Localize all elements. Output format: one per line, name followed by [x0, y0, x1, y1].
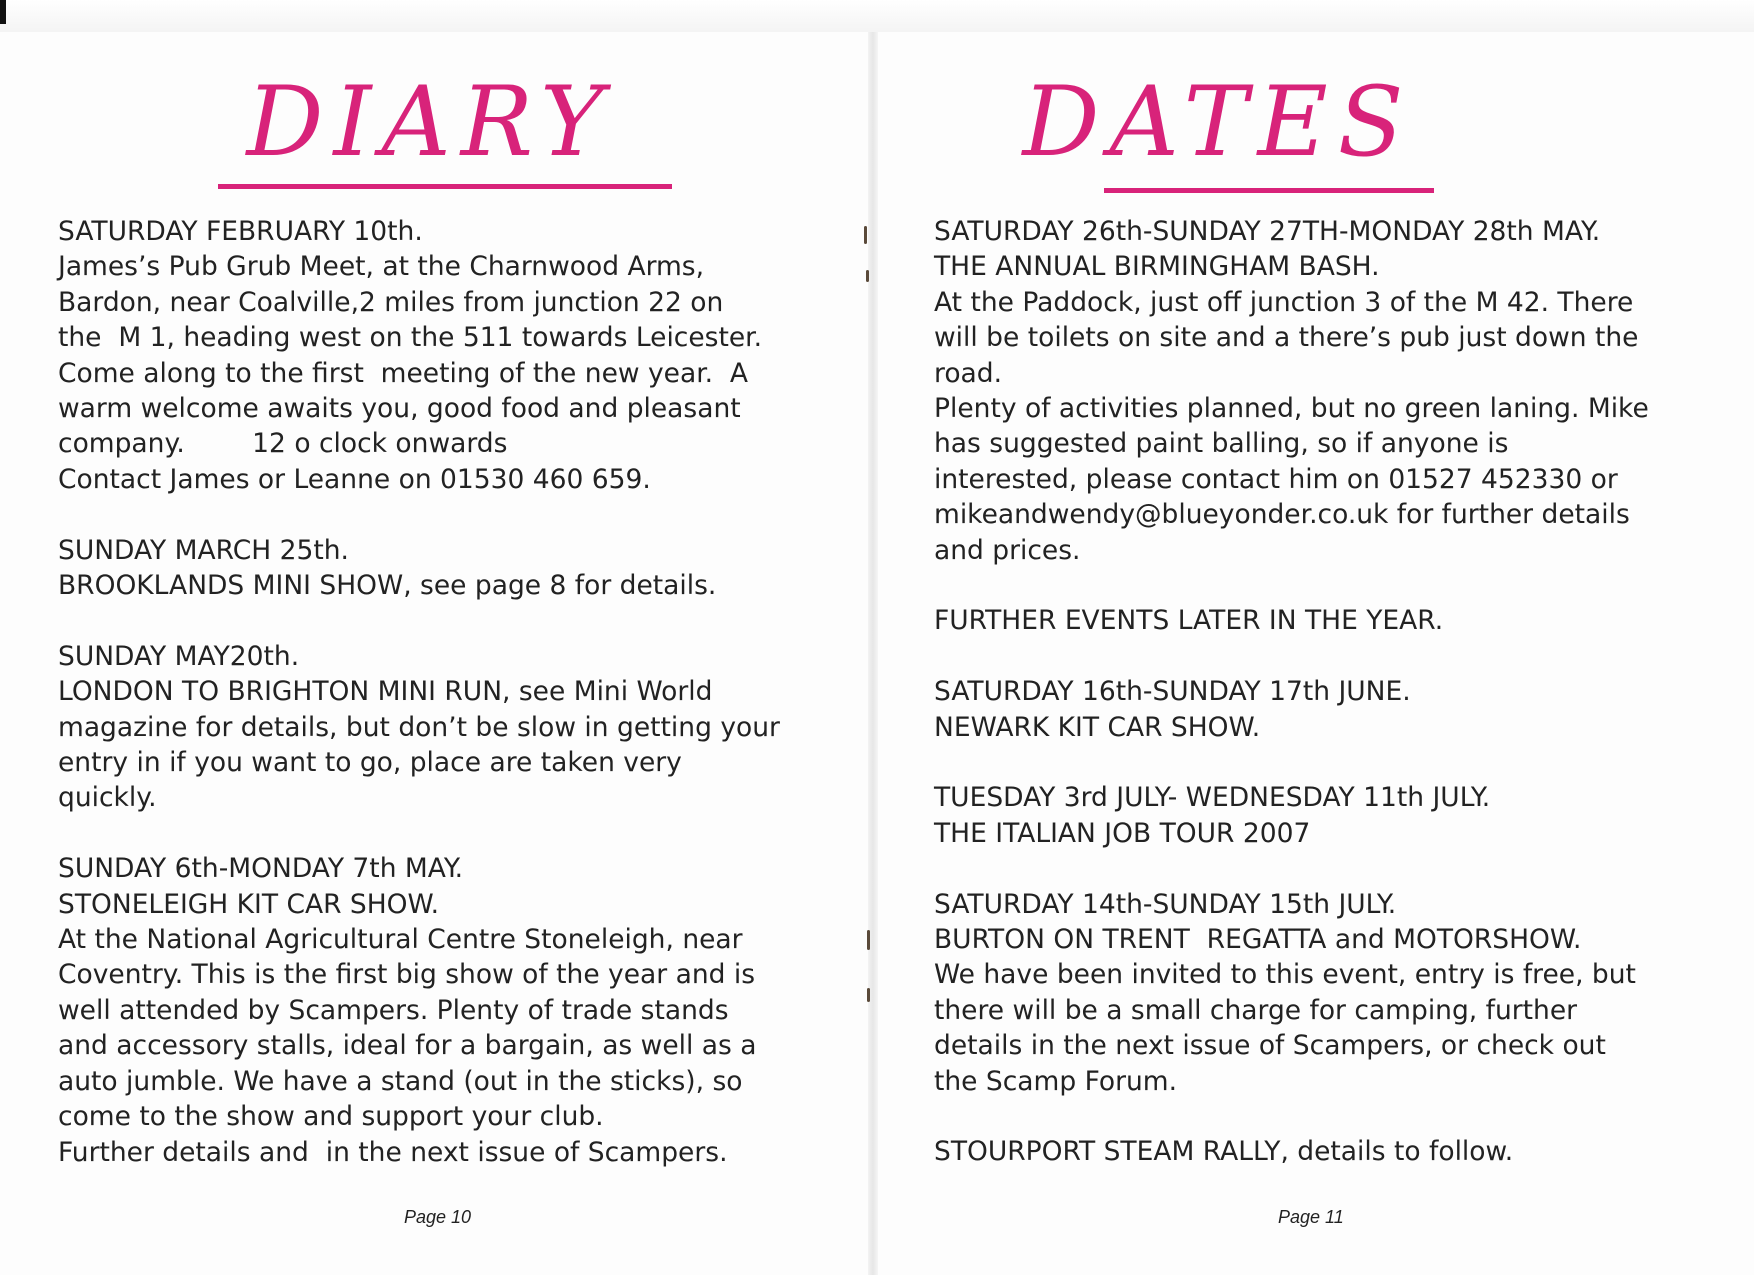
right-page-body [934, 214, 1734, 1170]
text-line: THE ANNUAL BIRMINGHAM BASH. [934, 251, 1380, 283]
text-line: the M 1, heading west on the 511 towards Leicester. [58, 322, 763, 354]
scan-corner-mark [0, 0, 6, 24]
text-line: Coventry. This is the first big show of the year and is [58, 959, 756, 991]
page-number-left: Page 10 [404, 1207, 472, 1227]
blank-line [934, 1099, 1734, 1134]
text-line: STOURPORT STEAM RALLY, details to follow. [934, 1136, 1514, 1168]
text-line: THE ITALIAN JOB TOUR 2007 [934, 817, 1311, 849]
text-line: BURTON ON TRENT REGATTA and MOTORSHOW. [934, 924, 1582, 956]
text-line: STONELEIGH KIT CAR SHOW. [58, 888, 440, 920]
text-line: SATURDAY FEBRUARY 10th. [58, 216, 423, 247]
blank-line [934, 745, 1734, 780]
text-line: Contact James or Leanne on 01530 460 659. [58, 463, 651, 495]
right-page [878, 32, 1754, 1275]
text-line: come to the show and support your club. [58, 1101, 604, 1133]
page-number-right: Page 11 [1278, 1207, 1344, 1227]
blank-line [934, 851, 1734, 886]
page-spine [868, 32, 878, 1275]
blank-line [934, 639, 1734, 674]
text-line: well attended by Scampers. Plenty of trade stands [58, 994, 729, 1026]
diary-heading: DIARY [246, 66, 614, 178]
text-line: interested, please contact him on 01527 452330 or [934, 463, 1618, 495]
text-line: road. [934, 357, 1003, 389]
dates-heading: DATES [1022, 66, 1414, 178]
text-line: SUNDAY MAY20th. [58, 640, 300, 672]
text-line: Further details and in the next issue of Scampers. [58, 1136, 728, 1168]
text-line: BROOKLANDS MINI SHOW, see page 8 for details. [58, 570, 717, 602]
text-line: At the National Agricultural Centre Stoneleigh, near [58, 924, 743, 956]
text-line: quickly. [58, 782, 157, 814]
blank-line [58, 603, 858, 638]
blank-line [58, 497, 858, 532]
text-line: has suggested paint balling, so if anyone is [934, 428, 1509, 460]
text-line: the Scamp Forum. [934, 1065, 1178, 1097]
blank-line [58, 816, 858, 851]
diary-heading-underline [218, 184, 672, 189]
text-line: SUNDAY MARCH 25th. [58, 534, 349, 566]
dates-heading-underline [1104, 188, 1434, 193]
text-line: TUESDAY 3rd JULY- WEDNESDAY 11th JULY. [934, 782, 1491, 814]
left-page [0, 32, 868, 1275]
text-line: magazine for details, but don’t be slow in getting your [58, 711, 780, 743]
text-line: FURTHER EVENTS LATER IN THE YEAR. [934, 605, 1444, 637]
text-line: LONDON TO BRIGHTON MINI RUN, see Mini World [58, 676, 713, 708]
text-line: warm welcome awaits you, good food and pleasant [58, 393, 741, 425]
scan-top-edge [0, 0, 1754, 32]
text-line: and accessory stalls, ideal for a bargain, as well as a [58, 1030, 757, 1062]
text-line: NEWARK KIT CAR SHOW. [934, 711, 1261, 743]
text-line: At the Paddock, just off junction 3 of the M 42. There [934, 286, 1634, 318]
text-line: SATURDAY 16th-SUNDAY 17th JUNE. [934, 676, 1411, 708]
text-line: SUNDAY 6th-MONDAY 7th MAY. [58, 853, 464, 885]
left-page-body [58, 214, 858, 1170]
text-line: Come along to the first meeting of the new year. A [58, 357, 749, 389]
text-line: James’s Pub Grub Meet, at the Charnwood Arms, [58, 251, 705, 283]
text-line: company. 12 o clock onwards [58, 428, 508, 460]
text-line: We have been invited to this event, entry is free, but [934, 959, 1636, 991]
text-line: SATURDAY 14th-SUNDAY 15th JULY. [934, 888, 1397, 920]
text-line: SATURDAY 26th-SUNDAY 27TH-MONDAY 28th MAY. [934, 216, 1601, 247]
text-line: mikeandwendy@blueyonder.co.uk for further details [934, 499, 1630, 531]
text-line: and prices. [934, 534, 1081, 566]
blank-line [934, 568, 1734, 603]
text-line: Bardon, near Coalville,2 miles from junction 22 on [58, 286, 724, 318]
text-line: there will be a small charge for camping, further [934, 994, 1578, 1026]
text-line: details in the next issue of Scampers, or check out [934, 1030, 1606, 1062]
text-line: will be toilets on site and a there’s pub just down the [934, 322, 1639, 354]
text-line: Plenty of activities planned, but no green laning. Mike [934, 393, 1649, 425]
text-line: auto jumble. We have a stand (out in the sticks), so [58, 1065, 743, 1097]
text-line: entry in if you want to go, place are taken very [58, 747, 682, 779]
